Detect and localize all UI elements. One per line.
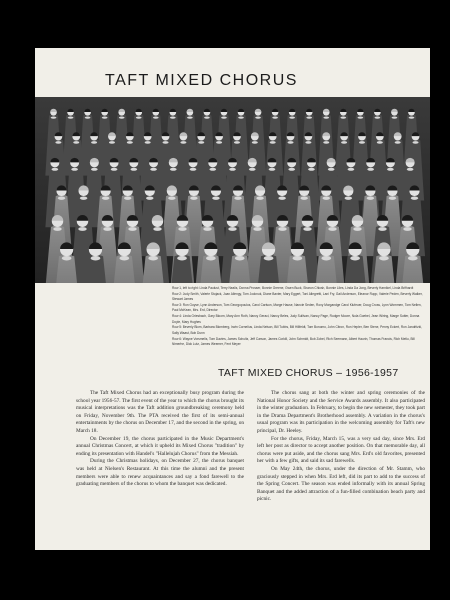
- robe-collar: [204, 117, 210, 119]
- robe-collar: [58, 196, 65, 199]
- robe-collar: [52, 168, 59, 171]
- robe-collar: [234, 141, 240, 144]
- robe-collar: [255, 117, 261, 119]
- robe-collar: [190, 196, 197, 199]
- left-paragraph-1: The Taft Mixed Chorus had an exceptionally busy program during the school year 1956-57. The first event of the year to which the chorus brought its musical interpretations was the Taft addition groundbreaking ceremony held on Friday, November 9th. The PTA received the first of its semi-annual entertainments by the chorus on December 17, and the second in the spring, on March 18.: [76, 390, 244, 434]
- robe-collar: [308, 168, 315, 171]
- robe-collar: [353, 227, 361, 231]
- robe-collar: [409, 117, 415, 119]
- robe-collar: [389, 196, 396, 199]
- robe-collar: [288, 141, 294, 144]
- robe-collar: [136, 117, 142, 119]
- robe-collar: [328, 227, 336, 231]
- robe-collar: [253, 227, 261, 231]
- robe-collar: [305, 141, 311, 144]
- robe-collar: [411, 196, 418, 199]
- robe-collar: [341, 141, 347, 144]
- robe-collar: [367, 196, 374, 199]
- robe-collar: [51, 117, 57, 119]
- robe-collar: [269, 168, 276, 171]
- robe-collar: [91, 256, 101, 260]
- robe-collar: [348, 168, 355, 171]
- robe-collar: [323, 196, 330, 199]
- robe-collar: [293, 256, 303, 260]
- robe-collar: [119, 256, 129, 260]
- robe-collar: [340, 117, 346, 119]
- caption-row-1: Row 1, left to right: Linda Paulust, Terry Nealis, Donna Prosser, Bonnie Greene, Gwen Buck, Sharon Chlosh, Bonnie Liles, Linda Da Jong, Beverly Harnikel, Linda Brifhardt: [172, 286, 414, 290]
- robe-collar: [403, 227, 411, 231]
- robe-collar: [127, 141, 133, 144]
- right-paragraph-1: The chorus sang at both the winter and spring ceremonies of the National Honor Society and the Service Awards assembly. It also participated in the winter graduation. In February, to begin the new semester, they took part in the Drama Department's Brotherhood assembly. A variation in the chorus's usual program was its participation in the welcoming assembly for Taft's new principal, Dr. Heeley.: [257, 390, 425, 434]
- robe-collar: [249, 168, 256, 171]
- robe-collar: [153, 227, 161, 231]
- right-paragraph-3: On May 24th, the chorus, under the direction of Mr. Stamm, who graciously stepped in when Mrs. Erd left, did its part to add to the success of the Spring Concert. The season was ended informally with its annual Spring Banquet and the added attraction of a fun-filled combination beach party and picnic.: [257, 465, 425, 503]
- robe-collar: [170, 117, 176, 119]
- robe-collar: [359, 141, 365, 144]
- robe-collar: [367, 168, 374, 171]
- robe-collar: [328, 168, 335, 171]
- robe-collar: [91, 141, 97, 144]
- robe-collar: [216, 141, 222, 144]
- article-title: TAFT MIXED CHORUS – 1956-1957: [218, 367, 399, 379]
- right-paragraph-2: For the chorus, Friday, March 15, was a very sad day, since Mrs. Erd left her post as director to accept another position. On that memorable day, all chorus were put aside, and the chorus sang Mrs. Erd's old favorites, presented her with a few gifts, and said its sad farewells.: [257, 435, 425, 465]
- robe-collar: [289, 117, 295, 119]
- robe-collar: [85, 117, 91, 119]
- robe-collar: [408, 256, 418, 260]
- robe-collar: [300, 196, 307, 199]
- robe-collar: [198, 141, 204, 144]
- robe-collar: [55, 141, 61, 144]
- robe-collar: [180, 141, 186, 144]
- robe-collar: [350, 256, 360, 260]
- caption-row-3: Row 3: Ron Goyse, Lynn Anderson, Tom Georgopoulos, Carol Carlson, Marge Hause, Nancie Seden, Roxy Morgandge Carol Klufeuer, Doug Cross, Lynn Wommen, Tom Nellen, Paul McKean, Mrs. Erd, Director: [172, 303, 422, 313]
- caption-row-5: Row 5: Beverly Blom, Barbara Blomberg, Irwin Cornelius, Linda Nelson, Bill Tubbs, Bill Hillfeldt, Tom Bonomo, John Citron, Ron Hepler, Ben Stene, Penny Eckert, Ron Jandritzki, Sally Waast, Bob Dunn: [172, 325, 422, 335]
- robe-collar: [212, 196, 219, 199]
- robe-collar: [303, 227, 311, 231]
- robe-collar: [378, 227, 386, 231]
- robe-collar: [377, 141, 383, 144]
- robe-collar: [102, 196, 109, 199]
- robe-collar: [91, 168, 98, 171]
- robe-collar: [392, 117, 398, 119]
- robe-collar: [323, 141, 329, 144]
- robe-collar: [103, 227, 111, 231]
- chorus-photo-image: [35, 97, 430, 283]
- robe-collar: [148, 256, 158, 260]
- robe-collar: [345, 196, 352, 199]
- robe-collar: [53, 227, 61, 231]
- robe-collar: [375, 117, 381, 119]
- robe-collar: [395, 141, 401, 144]
- robe-collar: [153, 117, 159, 119]
- yearbook-page: [35, 48, 430, 550]
- robe-collar: [131, 168, 138, 171]
- robe-collar: [190, 168, 197, 171]
- robe-collar: [203, 227, 211, 231]
- robe-collar: [62, 256, 72, 260]
- robe-collar: [306, 117, 312, 119]
- robe-collar: [264, 256, 274, 260]
- robe-collar: [102, 117, 108, 119]
- chorus-group-photo: [35, 97, 430, 283]
- article-column-right: [257, 390, 425, 504]
- robe-collar: [78, 227, 86, 231]
- robe-collar: [187, 117, 193, 119]
- robe-collar: [238, 117, 244, 119]
- robe-collar: [234, 196, 241, 199]
- robe-collar: [228, 227, 236, 231]
- robe-collar: [407, 168, 414, 171]
- robe-collar: [278, 227, 286, 231]
- robe-collar: [379, 256, 389, 260]
- robe-collar: [178, 227, 186, 231]
- robe-collar: [270, 141, 276, 144]
- article-column-left: [76, 390, 244, 489]
- robe-collar: [111, 168, 118, 171]
- robe-collar: [68, 117, 74, 119]
- robe-collar: [128, 227, 136, 231]
- robe-collar: [209, 168, 216, 171]
- robe-collar: [256, 196, 263, 199]
- robe-collar: [413, 141, 419, 144]
- robe-collar: [177, 256, 187, 260]
- photo-caption: [172, 286, 424, 348]
- page-header-title: TAFT MIXED CHORUS: [105, 72, 298, 89]
- left-paragraph-3: During the Christmas holidays, on December 27, the chorus banquet was held at Nielsen's Restaurant. At this time the alumni and the present members were able to renew acquaintances and say a fond farewell to the graduating members of the chorus to whom the banquet was dedicated.: [76, 458, 244, 488]
- caption-row-2: Row 2: Judy Smith, Valerie Stojack, Joan Allengy, Tom Jocknuk, Diane Baxter, Mary Eggert, Toni Allegretti, Lani Fry, Gail Anderson, Eleanor Rupp, Valerie Peden, Beverly Walker, Stewart James: [172, 291, 423, 302]
- robe-collar: [357, 117, 363, 119]
- robe-collar: [229, 168, 236, 171]
- robe-collar: [278, 196, 285, 199]
- robe-collar: [387, 168, 394, 171]
- robe-collar: [124, 196, 131, 199]
- robe-collar: [323, 117, 329, 119]
- robe-collar: [71, 168, 78, 171]
- robe-collar: [80, 196, 87, 199]
- robe-collar: [163, 141, 169, 144]
- robe-collar: [272, 117, 278, 119]
- robe-collar: [119, 117, 125, 119]
- robe-collar: [168, 196, 175, 199]
- robe-collar: [109, 141, 115, 144]
- robe-collar: [288, 168, 295, 171]
- robe-collar: [252, 141, 258, 144]
- robe-collar: [321, 256, 331, 260]
- left-paragraph-2: On December 19, the chorus participated in the Music Department's annual Christmas Concert, at which it upheld its Mixed Chorus "tradition" by ending its presentation with Handel's "Hallelujah Chorus" from the Messiah.: [76, 435, 244, 457]
- robe-collar: [145, 141, 151, 144]
- caption-row-4: Row 4: Linda Griesbach, Gary Bloom, Mary Ann Roth, Nancy Geraci, Nancy Beles, Judy Sullivan, Nancy Page, Rodger Moore, Nola Goebel, Jean Wiring, Marge Sutter, Donna Doyle, Mary Hughes: [172, 314, 420, 324]
- robe-collar: [150, 168, 157, 171]
- robe-collar: [206, 256, 216, 260]
- robe-collar: [221, 117, 227, 119]
- robe-collar: [170, 168, 177, 171]
- robe-collar: [146, 196, 153, 199]
- robe-collar: [235, 256, 245, 260]
- caption-row-6: Row 6: Wayne Vorsmelis, Tom Davies, James Schultz, Jeff Carson, James Corkill, John Schmidt, Bob Zobel, Rich Seemann, Albert Haurin, Thomas Francis, Rich Metlu, Bill Nimerhe, Dick Lutz, James Weemer, Fent Meyer: [172, 336, 415, 346]
- robe-collar: [73, 141, 79, 144]
